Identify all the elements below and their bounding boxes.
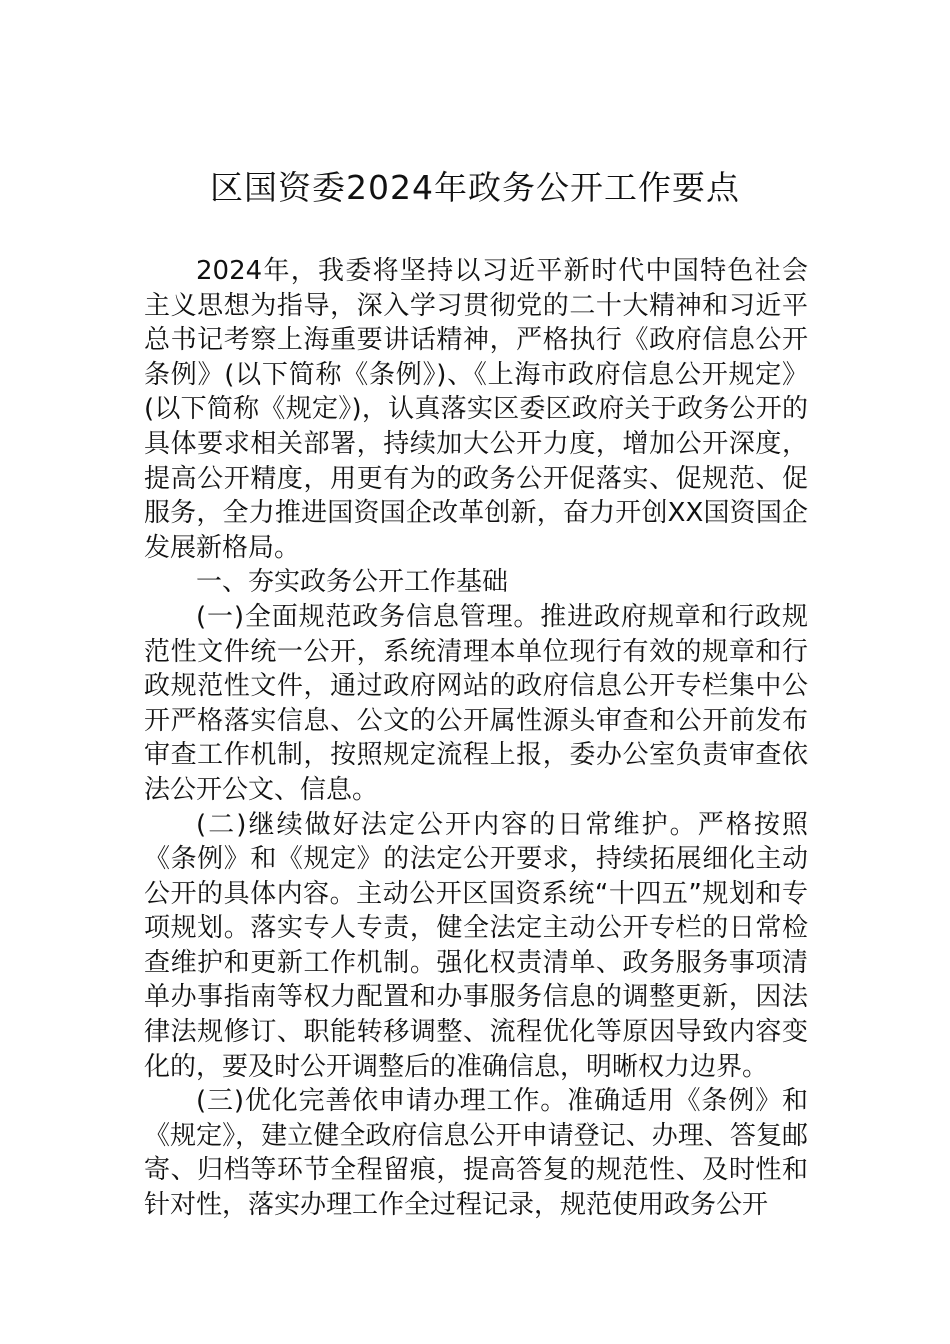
intro-paragraph: 2024年，我委将坚持以习近平新时代中国特色社会主义思想为指导，深入学习贯彻党的二十大精神和习近平总书记考察上海重要讲话精神，严格执行《政府信息公开条例》(以下简称《条例》)、《上海市政府信息公开规定》(以下简称《规定》)，认真落实区委区政府关于政务公开的具体要求相关部署，持续加大公开力度，增加公开深度，提高公开精度，用更有为的政务公开促落实、促规范、促服务，全力推进国资国企改革创新，奋力开创XX国资国企发展新格局。 [144,256,808,563]
document-body [144,254,808,1223]
subsection-paragraph-3: (三)优化完善依申请办理工作。准确适用《条例》和《规定》，建立健全政府信息公开申请登记、办理、答复邮寄、归档等环节全程留痕，提高答复的规范性、及时性和针对性，落实办理工作全过程记录，规范使用政务公开 [144,1086,808,1221]
document-title: 区国资委2024年政务公开工作要点 [210,168,740,207]
subsection-paragraph-1: (一)全面规范政务信息管理。推进政府规章和行政规范性文件统一公开，系统清理本单位现行有效的规章和行政规范性文件，通过政府网站的政府信息公开专栏集中公开严格落实信息、公文的公开属性源头审查和公开前发布审查工作机制，按照规定流程上报，委办公室负责审查依法公开公文、信息。 [144,601,808,805]
subsection-paragraph-2: (二)继续做好法定公开内容的日常维护。严格按照《条例》和《规定》的法定公开要求，持续拓展细化主动公开的具体内容。主动公开区国资系统“十四五”规划和专项规划。落实专人专责，健全法定主动公开专栏的日常检查维护和更新工作机制。强化权责清单、政务服务事项清单办事指南等权力配置和办事服务信息的调整更新，因法律法规修订、职能转移调整、流程优化等原因导致内容变化的，要及时公开调整后的准确信息，明晰权力边界。 [144,809,808,1082]
section-heading-1: 一、夯实政务公开工作基础 [196,567,509,598]
